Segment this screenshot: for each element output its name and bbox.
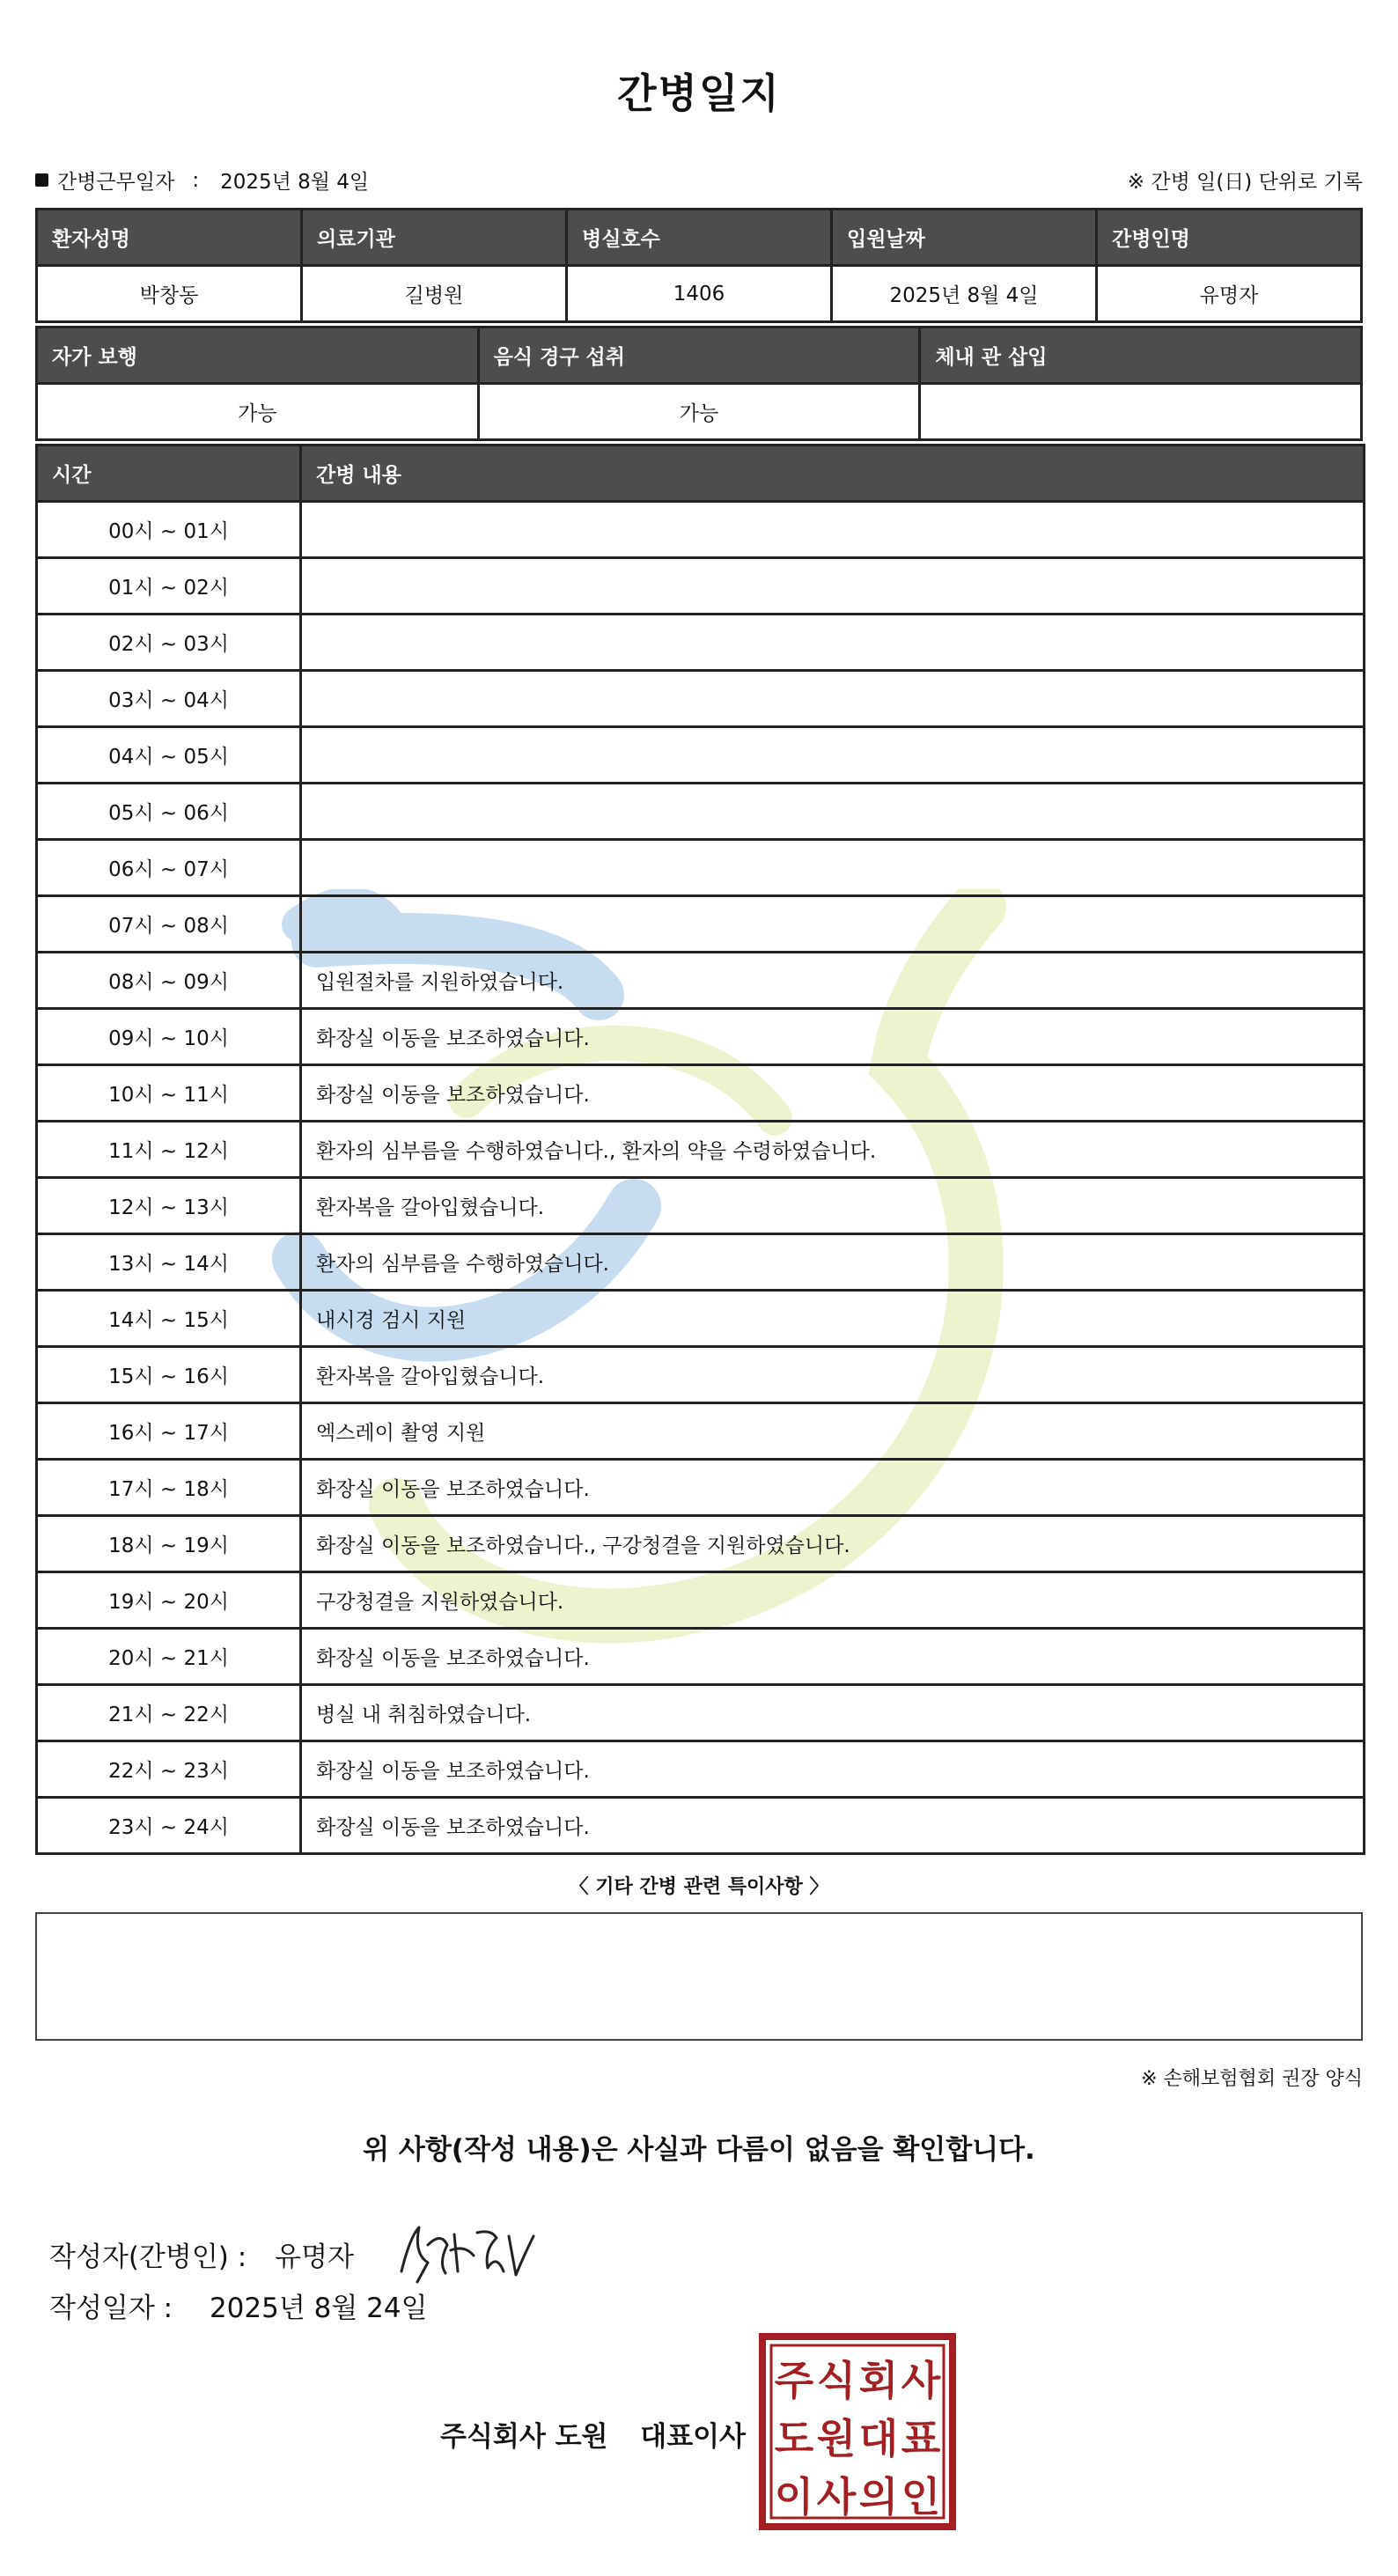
log-time: 11시 ~ 12시 [37,1122,301,1178]
log-row [37,1009,1365,1065]
log-row [37,1122,1365,1178]
written-date-label: 작성일자 : [49,2293,173,2324]
log-content: 구강청결을 지원하였습니다. [301,1572,1365,1629]
log-time: 22시 ~ 23시 [37,1741,301,1798]
log-row [37,1065,1365,1122]
patient-info-table [35,208,1363,323]
log-time: 10시 ~ 11시 [37,1065,301,1122]
log-time: 01시 ~ 02시 [37,558,301,615]
log-time: 12시 ~ 13시 [37,1178,301,1234]
log-row [37,896,1365,953]
admission-date: 2025년 8월 4일 [832,266,1097,322]
log-content: 환자복을 갈아입혔습니다. [301,1347,1365,1403]
caregiver-name: 유명자 [1097,266,1362,322]
log-row [37,615,1365,671]
seal-character: 의 [858,2473,899,2521]
written-date-line [49,2285,428,2325]
log-content [301,615,1365,671]
log-content [301,671,1365,727]
extra-notes-box [35,1912,1363,2041]
log-content: 내시경 검시 지원 [301,1291,1365,1347]
log-time: 15시 ~ 16시 [37,1347,301,1403]
signature-image [393,2219,542,2289]
log-row [37,1629,1365,1685]
log-row [37,784,1365,840]
extra-notes-title: 〈 기타 간병 관련 특이사항 〉 [569,1876,829,1898]
header-care-content: 간병 내용 [301,445,1365,502]
company-seal [759,2333,956,2530]
seal-character: 주 [774,2357,814,2404]
log-row [37,840,1365,896]
seal-character: 사 [901,2357,941,2404]
ceo-title: 대표이사 [640,2421,747,2453]
seal-character: 인 [901,2473,941,2521]
log-time: 21시 ~ 22시 [37,1685,301,1741]
log-row [37,727,1365,784]
log-row [37,953,1365,1009]
header-time: 시간 [37,445,301,502]
log-time: 17시 ~ 18시 [37,1460,301,1516]
log-content: 화장실 이동을 보조하였습니다. [301,1629,1365,1685]
log-time: 00시 ~ 01시 [37,502,301,558]
log-content [301,502,1365,558]
header-room: 병실호수 [567,210,832,266]
header-self-walking: 자가 보행 [37,328,479,384]
log-content: 화장실 이동을 보조하였습니다. [301,1065,1365,1122]
ability-table [35,326,1363,441]
log-content: 환자의 심부름을 수행하였습니다., 환자의 약을 수령하였습니다. [301,1122,1365,1178]
log-content: 환자의 심부름을 수행하였습니다. [301,1234,1365,1291]
seal-character: 회 [858,2357,899,2404]
room-number: 1406 [567,266,832,322]
log-content [301,784,1365,840]
log-row [37,1234,1365,1291]
work-date [35,166,369,195]
log-content [301,840,1365,896]
log-time: 20시 ~ 21시 [37,1629,301,1685]
log-content [301,896,1365,953]
work-date-colon: : [192,168,200,192]
log-time: 07시 ~ 08시 [37,896,301,953]
log-time: 14시 ~ 15시 [37,1291,301,1347]
self-walking-value: 가능 [37,384,479,440]
log-content [301,558,1365,615]
log-content: 화장실 이동을 보조하였습니다. [301,1460,1365,1516]
log-content: 입원절차를 지원하였습니다. [301,953,1365,1009]
header-tube-insertion: 체내 관 삽입 [920,328,1362,384]
patient-name: 박창동 [37,266,302,322]
log-row [37,1178,1365,1234]
company-line [440,2414,746,2454]
oral-intake-value: 가능 [478,384,920,440]
log-row [37,1347,1365,1403]
unit-note: ※ 간병 일(日) 단위로 기록 [1127,171,1363,194]
log-time: 02시 ~ 03시 [37,615,301,671]
work-date-label: 간병근무일자 [57,171,175,194]
header-admission-date: 입원날짜 [832,210,1097,266]
log-content: 화장실 이동을 보조하였습니다. [301,1798,1365,1854]
seal-character: 대 [858,2415,899,2462]
log-row [37,502,1365,558]
seal-character: 사 [816,2473,857,2521]
recommend-note: ※ 손해보험협회 권장 양식 [1141,2068,1363,2090]
hospital-name: 길병원 [302,266,567,322]
work-date-value: 2025년 8월 4일 [220,171,370,194]
seal-character: 식 [816,2357,857,2404]
log-time: 04시 ~ 05시 [37,727,301,784]
header-caregiver: 간병인명 [1097,210,1362,266]
header-hospital: 의료기관 [302,210,567,266]
log-time: 06시 ~ 07시 [37,840,301,896]
log-time: 05시 ~ 06시 [37,784,301,840]
log-time: 19시 ~ 20시 [37,1572,301,1629]
header-oral-intake: 음식 경구 섭취 [478,328,920,384]
log-row [37,558,1365,615]
care-log-body [37,502,1365,1854]
tube-insertion-value [920,384,1362,440]
author-label: 작성자(간병인) : [49,2241,247,2273]
log-row [37,1516,1365,1572]
company-name: 주식회사 도원 [440,2421,608,2453]
log-content: 엑스레이 촬영 지원 [301,1403,1365,1460]
log-content [301,727,1365,784]
log-time: 03시 ~ 04시 [37,671,301,727]
log-row [37,1572,1365,1629]
log-content: 화장실 이동을 보조하였습니다., 구강청결을 지원하였습니다. [301,1516,1365,1572]
log-time: 13시 ~ 14시 [37,1234,301,1291]
seal-character: 도 [774,2415,814,2462]
log-row [37,1291,1365,1347]
log-content: 환자복을 갈아입혔습니다. [301,1178,1365,1234]
confirm-statement: 위 사항(작성 내용)은 사실과 다름이 없음을 확인합니다. [363,2134,1035,2166]
care-log-table [35,444,1365,1855]
author-line [49,2219,542,2289]
author-name: 유명자 [275,2241,355,2273]
log-time: 23시 ~ 24시 [37,1798,301,1854]
log-time: 09시 ~ 10시 [37,1009,301,1065]
log-time: 16시 ~ 17시 [37,1403,301,1460]
document-title: 간병일지 [617,70,781,117]
seal-character: 이 [774,2473,814,2521]
seal-character: 표 [901,2415,941,2462]
written-date-value: 2025년 8월 24일 [209,2293,428,2324]
log-row [37,1403,1365,1460]
log-row [37,1798,1365,1854]
log-content: 병실 내 취침하였습니다. [301,1685,1365,1741]
log-content: 화장실 이동을 보조하였습니다. [301,1009,1365,1065]
log-row [37,1741,1365,1798]
log-time: 18시 ~ 19시 [37,1516,301,1572]
log-row [37,1460,1365,1516]
log-row [37,1685,1365,1741]
log-time: 08시 ~ 09시 [37,953,301,1009]
bullet-icon [35,173,48,187]
log-content: 화장실 이동을 보조하였습니다. [301,1741,1365,1798]
seal-character: 원 [816,2415,857,2462]
header-patient-name: 환자성명 [37,210,302,266]
log-row [37,671,1365,727]
